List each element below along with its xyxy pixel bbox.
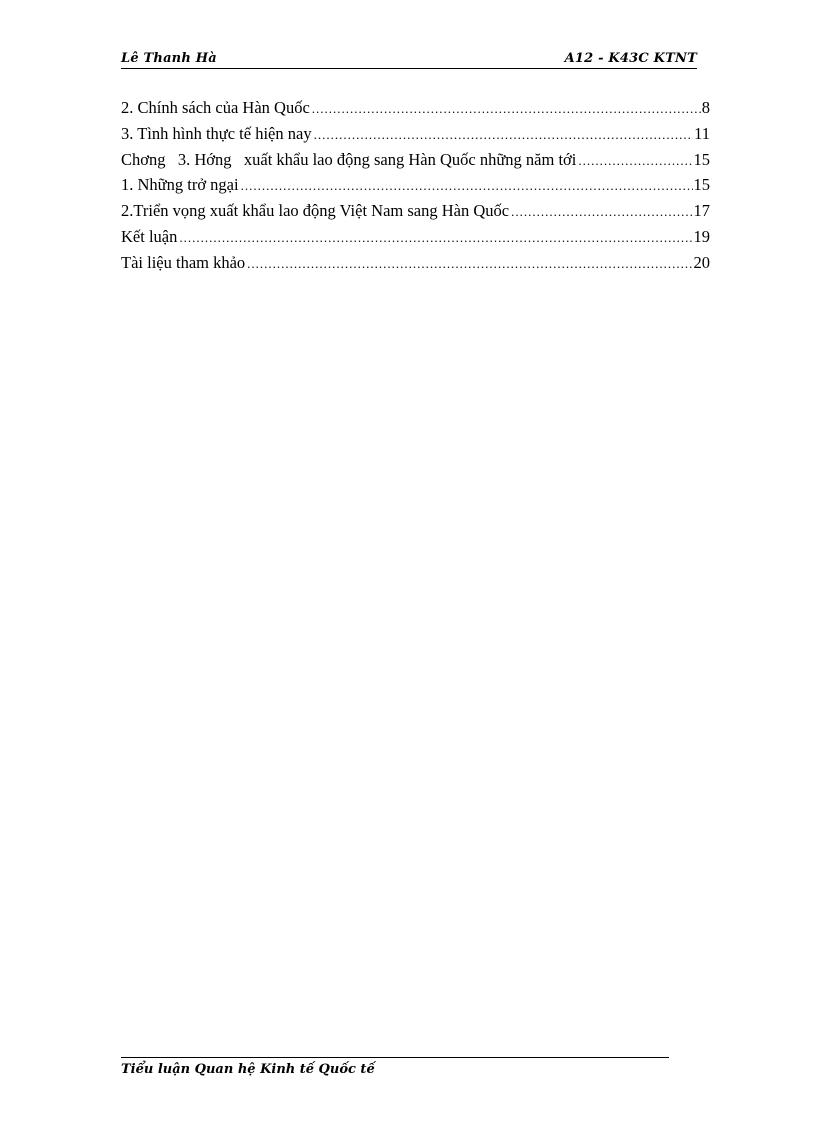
toc-entry-page: 15 <box>693 175 710 195</box>
page-footer: Tiểu luận Quan hệ Kinh tế Quốc tế <box>121 1062 375 1077</box>
toc-entry <box>121 147 710 173</box>
toc-leader-dots <box>247 251 692 277</box>
toc-entry <box>121 250 710 276</box>
toc-entry-page: 20 <box>693 252 710 272</box>
toc-leader-dots <box>314 122 694 148</box>
toc-entry-title: Chơng 3. Hớng xuất khẩu lao động sang Hàn Quốc những năm tới <box>121 149 577 169</box>
toc-leader-dots <box>312 96 701 122</box>
page-header <box>121 50 697 69</box>
toc-entry <box>121 121 710 147</box>
toc-entry-title: 2.Triển vọng xuất khẩu lao động Việt Nam sang Hàn Quốc <box>121 201 510 221</box>
toc-leader-dots <box>241 173 693 199</box>
header-author: Lê Thanh Hà <box>121 51 217 66</box>
toc-entry-page: 19 <box>693 226 710 246</box>
toc-entry-title: 1. Những trở ngại <box>121 175 239 195</box>
toc-entry-page: 8 <box>701 98 710 117</box>
toc-entry <box>121 172 710 198</box>
footer-divider <box>121 1057 669 1058</box>
toc-entry-title: Kết luận <box>121 226 178 246</box>
toc-entry <box>121 95 710 121</box>
toc-entry-page: 11 <box>694 123 710 143</box>
table-of-contents <box>121 95 710 276</box>
toc-entry <box>121 224 710 250</box>
header-class: A12 - K43C KTNT <box>564 51 697 66</box>
toc-entry-page: 17 <box>693 201 710 221</box>
toc-leader-dots <box>578 148 692 174</box>
toc-entry-title: Tài liệu tham khảo <box>121 252 246 272</box>
toc-leader-dots <box>511 199 692 225</box>
toc-entry-title: 3. Tình hình thực tế hiện nay <box>121 123 312 143</box>
toc-entry-page: 15 <box>693 149 710 169</box>
toc-entry-title: 2. Chính sách của Hàn Quốc <box>121 98 310 117</box>
toc-entry <box>121 198 710 224</box>
toc-leader-dots <box>179 225 692 251</box>
